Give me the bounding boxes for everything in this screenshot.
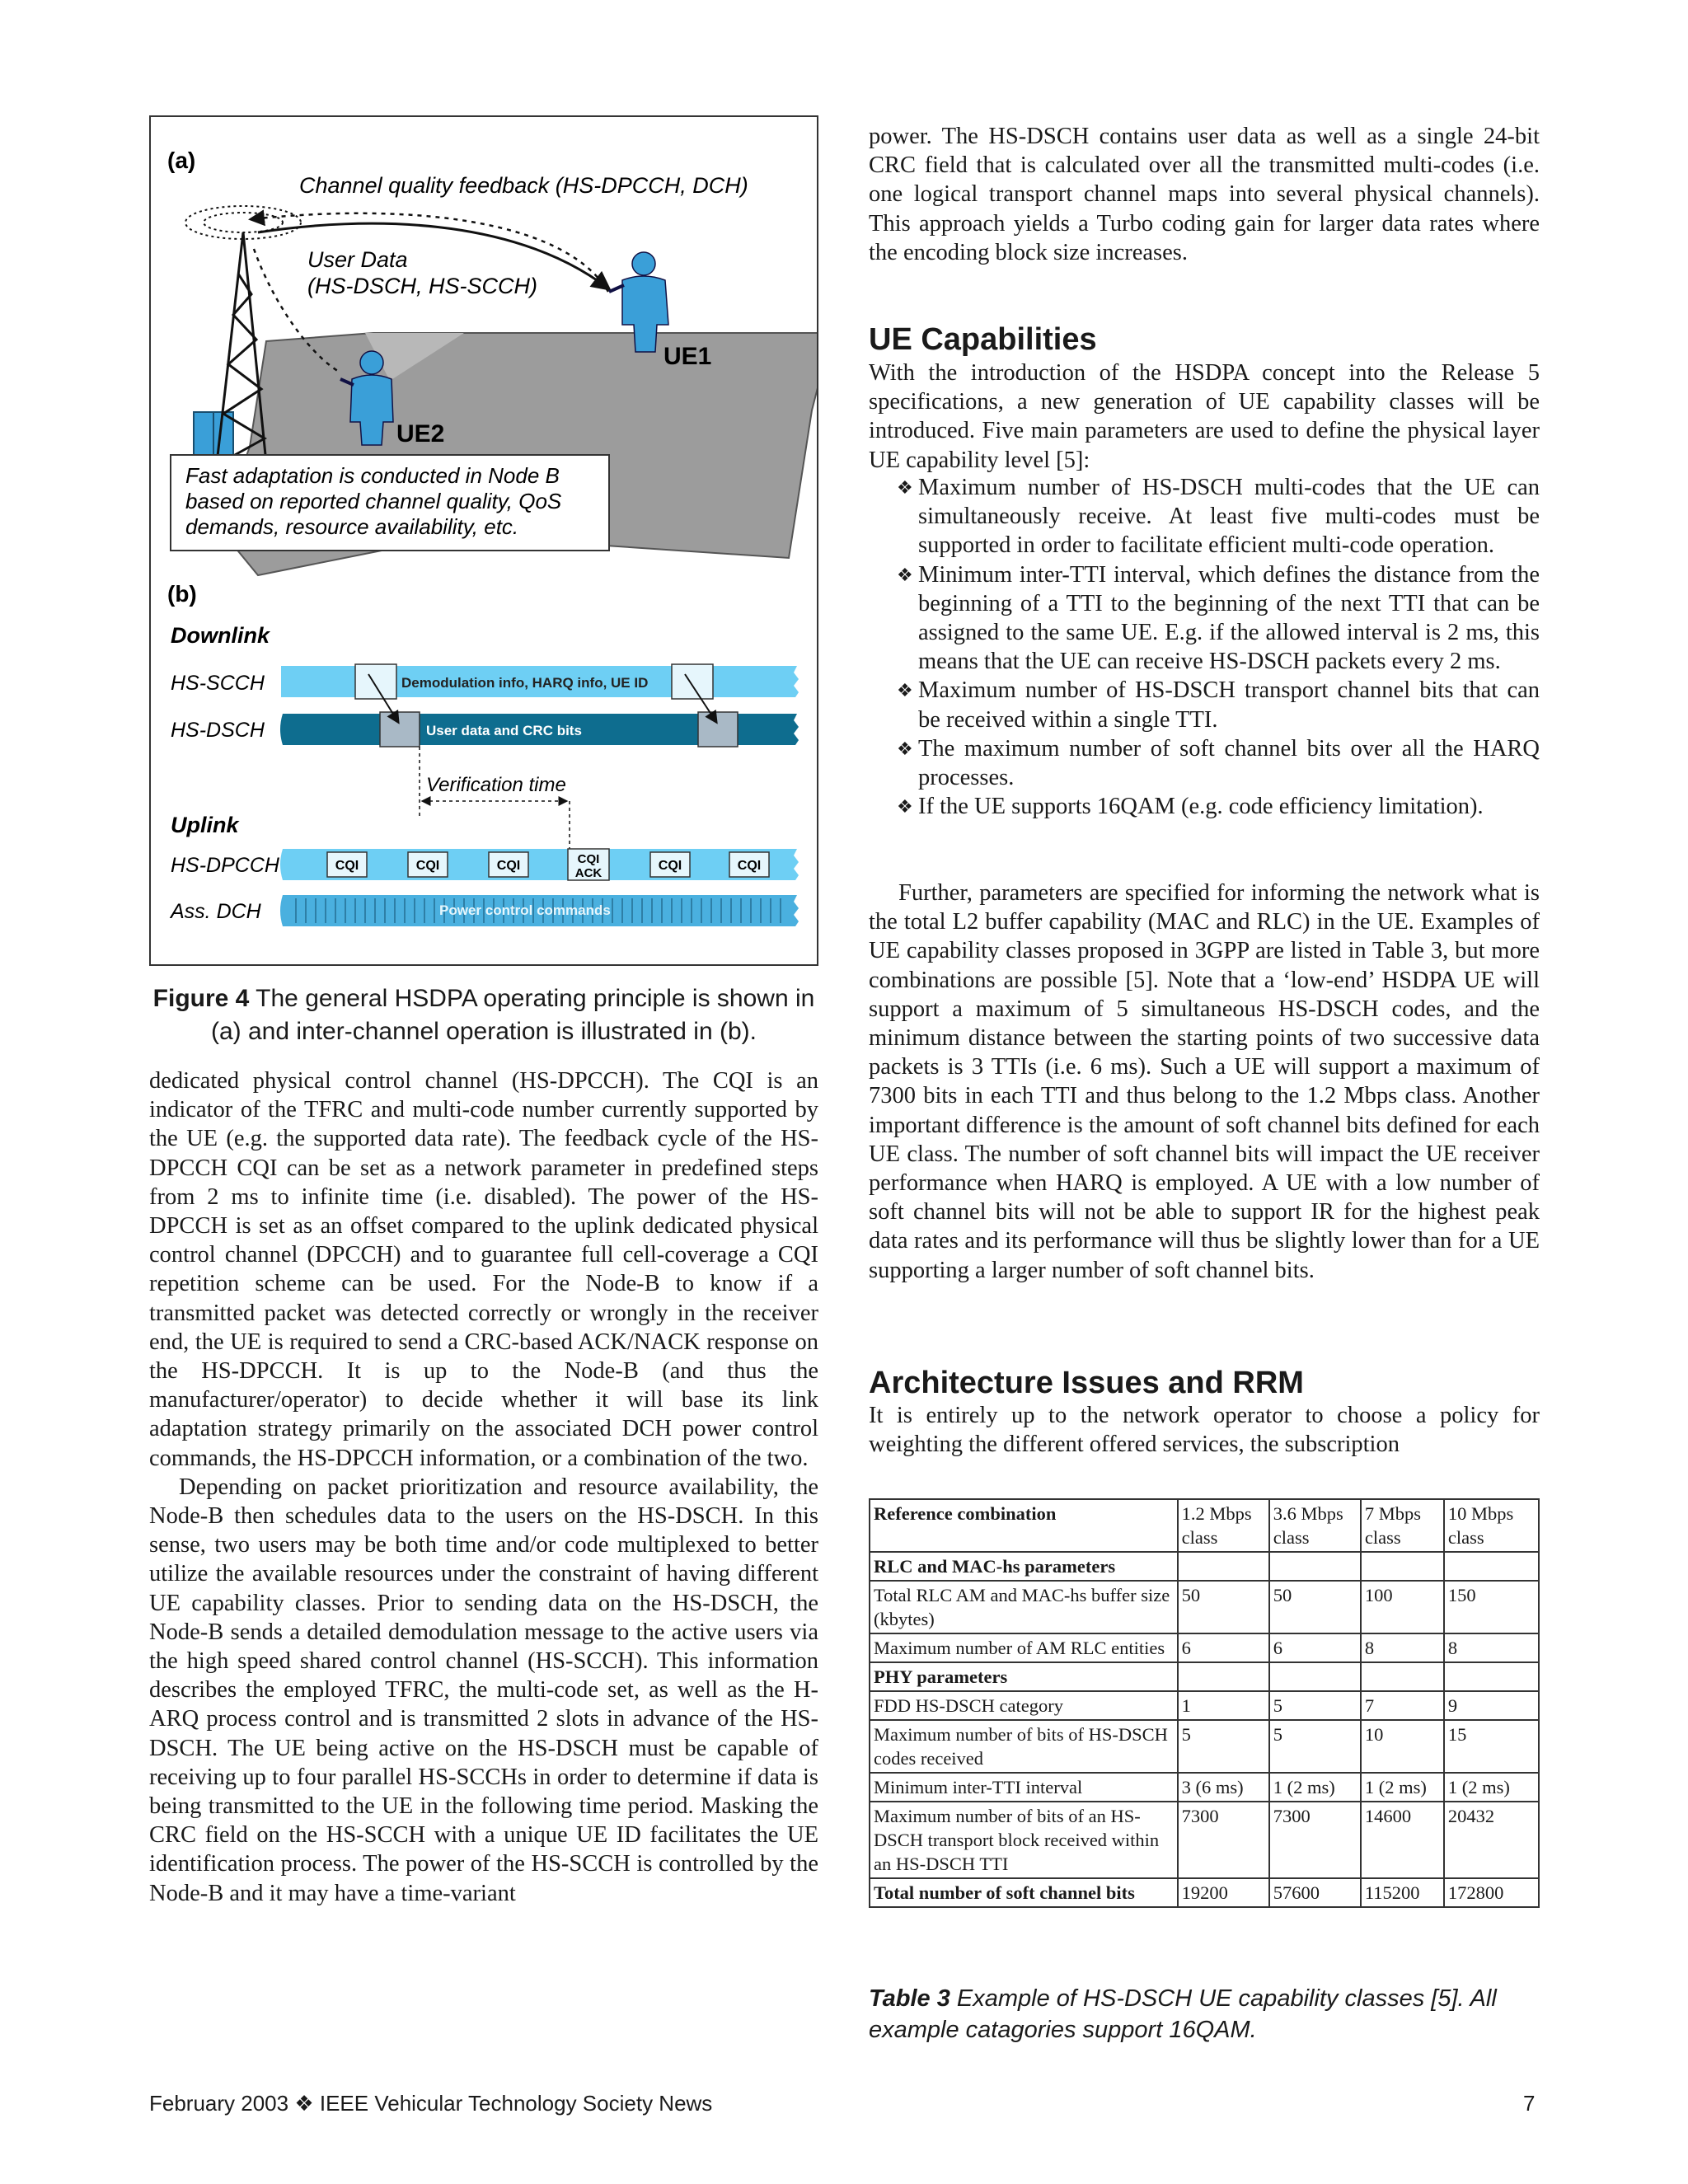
table-cell: 7300 [1269,1802,1361,1878]
table-cell [1269,1662,1361,1691]
table-row [870,1581,1539,1633]
ass-dch-label: Ass. DCH [171,900,261,923]
hs-scch-slot-2 [672,664,713,699]
callout-line-3: demands, resource availability, etc. [185,514,519,539]
figure-4-diagram [151,117,817,964]
table-cell: 15 [1444,1720,1539,1773]
hs-dsch-slot-1 [380,712,420,747]
figure-caption [149,982,818,1048]
table-cell: 6 [1178,1633,1269,1662]
table-cell [1361,1662,1444,1691]
user-data-channels-label: (HS-DSCH, HS-SCCH) [307,274,537,298]
user-data-label: User Data [307,247,408,272]
callout-line-1: Fast adaptation is conducted in Node B [185,463,560,488]
table-row [870,1773,1539,1802]
table-header-cell: 10 Mbps class [1444,1499,1539,1552]
figure-4 [149,115,818,966]
hs-dsch-label: HS-DSCH [171,719,265,742]
ue2-label: UE2 [396,420,445,448]
cqi-ack-text-1: CQI [577,852,600,866]
list-item [869,473,1540,560]
cqi-text: CQI [737,859,762,873]
ue-capability-list [869,473,1540,821]
table-caption-label: Table 3 [869,1985,950,2012]
table-header-cell: 1.2 Mbps class [1178,1499,1269,1552]
hs-dpcch-label: HS-DPCCH [171,854,279,877]
architecture-heading: Architecture Issues and RRM [869,1366,1304,1400]
table-cell: 14600 [1361,1802,1444,1878]
bullet-icon: ❖ [897,564,913,585]
ue1-label: UE1 [663,343,712,370]
table-cell: 9 [1444,1691,1539,1720]
right-top-paragraph: power. The HS-DSCH contains user data as well as a single 24-bit CRC field that is calculated over all the transmitted multi-codes (i.e. one logical transport channel maps into several physical channels). This approach yields a Turbo coding gain for larger data rates where the encoding block size increases. [869,124,1540,265]
table-cell [1361,1552,1444,1581]
table-cell: Maximum number of bits of HS-DSCH codes received [870,1720,1178,1773]
list-item-text: Minimum inter-TTI interval, which defines the distance from the beginning of a TTI to the beginning of the next TTI that can be assigned to the same UE. E.g. if the allowed interval is 2 ms, this means that the UE can receive HS-DSCH packets every 2 ms. [918,561,1540,675]
table-cell: Minimum inter-TTI interval [870,1773,1178,1802]
downlink-label: Downlink [171,623,270,648]
cqi-text: CQI [335,859,359,873]
cqi-text: CQI [415,859,440,873]
table-cell: Maximum number of AM RLC entities [870,1633,1178,1662]
uplink-label: Uplink [171,813,239,837]
table-cell: 7300 [1178,1802,1269,1878]
table-header-cell: 7 Mbps class [1361,1499,1444,1552]
bullet-icon: ❖ [897,680,913,701]
table-cell: 20432 [1444,1802,1539,1878]
table-cell: 1 (2 ms) [1444,1773,1539,1802]
left-paragraph-1: dedicated physical control channel (HS-DPCCH). The CQI is an indicator of the TFRC and multi-code number currently supported by the UE (e.g. the supported data rate). The feedback cycle of the HS-DPCCH CQI can be set as a network parameter in predefined steps from 2 ms to infinite time (i.e. disabled). The power of the HS-DPCCH is set as an offset compared to the uplink dedicated physical control channel (DPCCH) and to guarantee full cell-coverage a CQI repetition scheme can be used. For the Node-B to know if a transmitted packet was detected correctly or wrongly in the receiver end, the UE is required to send a CRC-based ACK/NACK response on the HS-DPCCH. It is up to the Node-B (and thus the manufacturer/operator) to decide whether it will base its link adaptation strategy primarily on the associated DCH power control commands, the HS-DPCCH information, or a combination of the two. [149,1068,818,1471]
table-cell: 1 (2 ms) [1361,1773,1444,1802]
table-section-row [870,1662,1539,1691]
bullet-icon: ❖ [897,477,913,498]
table-cell [1444,1662,1539,1691]
table-section-row [870,1552,1539,1581]
list-item [869,792,1540,821]
table-section-cell: RLC and MAC-hs parameters [870,1552,1178,1581]
table-caption-text: Example of HS-DSCH UE capability classes [5]. All example catagories support 16QAM. [869,1985,1497,2043]
table-cell: 50 [1269,1581,1361,1633]
table-header-cell: Reference combination [870,1499,1178,1552]
table-cell: 1 [1178,1691,1269,1720]
table-cell: 8 [1444,1633,1539,1662]
list-item-text: If the UE supports 16QAM (e.g. code efficiency limitation). [918,794,1484,820]
ue-intro-paragraph [869,359,1540,475]
table-cell: 150 [1444,1581,1539,1633]
table-caption [869,1983,1540,2046]
table-cell: Total RLC AM and MAC-hs buffer size (kbytes) [870,1581,1178,1633]
table-cell: 10 [1361,1720,1444,1773]
table-cell: Maximum number of bits of an HS-DSCH transport block received within an HS-DSCH TTI [870,1802,1178,1878]
bullet-icon: ❖ [897,738,913,759]
table-cell [1269,1552,1361,1581]
cqi-ack-text-2: ACK [574,866,603,880]
table-header-row [870,1499,1539,1552]
ue-further-text: Further, parameters are specified for informing the network what is the total L2 buffer capability (MAC and RLC) in the UE. Examples of UE capability classes proposed in 3GPP are listed in Table 3, but more combinations are possible [5]. Note that a ‘low-end’ HSDPA UE will support a maximum of 5 simultaneous HS-DSCH codes, and the minimum distance between the starting points of two successive data packets is 3 TTIs (i.e. 6 ms). Such a UE will support a maximum of 7300 bits in each TTI and thus belong to the 1.2 Mbps class. Another important difference is the amount of soft channel bits defined for each UE class. The number of soft channel bits will impact the UE receiver performance when HARQ is employed. A UE with a low number of soft channel bits will not be able to support IR for the highest peak data rates and its performance will thus be slightly lower than for a UE supporting a larger number of soft channel bits. [869,880,1540,1283]
hs-dsch-bar-text: User data and CRC bits [426,723,582,738]
table-row [870,1802,1539,1878]
architecture-text: It is entirely up to the network operator to choose a policy for weighting the different offered services, the subscription [869,1403,1540,1458]
ue-capability-table [869,1498,1540,1908]
bullet-icon: ❖ [897,796,913,818]
list-item-text: The maximum number of soft channel bits over all the HARQ processes. [918,735,1540,791]
table-cell: 115200 [1361,1878,1444,1907]
left-column [149,1066,818,1908]
architecture-paragraph [869,1401,1540,1459]
table-row [870,1720,1539,1773]
cqi-text: CQI [658,859,682,873]
table-cell: Total number of soft channel bits [870,1878,1178,1907]
ue-further-paragraph [869,879,1540,1285]
page-number: 7 [1523,2091,1536,2116]
figure-caption-text: The general HSDPA operating principle is shown in (a) and inter-channel operation is illustrated in (b). [210,985,815,1045]
table-cell: 100 [1361,1581,1444,1633]
hs-scch-bar-text: Demodulation info, HARQ info, UE ID [401,675,649,691]
table-cell: FDD HS-DSCH category [870,1691,1178,1720]
right-column-top [869,122,1540,267]
list-item-text: Maximum number of HS-DSCH multi-codes that the UE can simultaneously receive. At least five multi-codes must be supported in order to facilitate efficient multi-code operation. [918,475,1540,559]
list-item [869,676,1540,733]
table-cell [1178,1662,1269,1691]
table-row [870,1691,1539,1720]
ue-intro-text: With the introduction of the HSDPA concept into the Release 5 specifications, a new generation of UE capability classes will be introduced. Five main parameters are used to define the physical layer UE capability level [5]: [869,360,1540,473]
ue-capabilities-heading: UE Capabilities [869,322,1097,357]
hs-scch-label: HS-SCCH [171,672,265,695]
hs-scch-slot-1 [355,664,396,699]
table-cell: 6 [1269,1633,1361,1662]
table-cell: 5 [1269,1691,1361,1720]
figure-caption-label: Figure 4 [152,985,250,1012]
table-cell: 19200 [1178,1878,1269,1907]
page-footer: February 2003 ❖ IEEE Vehicular Technology Society News [149,2091,713,2116]
table-cell: 172800 [1444,1878,1539,1907]
table-cell: 5 [1269,1720,1361,1773]
hs-dsch-slot-2 [698,712,738,747]
table-cell [1444,1552,1539,1581]
list-item-text: Maximum number of HS-DSCH transport channel bits that can be received within a single TTI. [918,677,1540,733]
table-cell: 7 [1361,1691,1444,1720]
left-paragraph-2: Depending on packet prioritization and resource availability, the Node-B then schedules data to the users on the HS-DSCH. In this sense, two users may be both time and/or code multiplexed to better utilize the available resources under the constraint of having different UE capability classes. Prior to sending data on the HS-DSCH, the Node-B sends a detailed demodulation message to the active users via the high speed shared control channel (HS-SCCH). This information describes the employed TFRC, the multi-code set, as well as the H-ARQ process control and is transmitted 2 slots in advance of the HS-DSCH. The UE being active on the HS-DSCH must be capable of receiving up to four parallel HS-SCCHs in order to determine if data is being transmitted to the UE in the following time period. Masking the CRC field on the HS-SCCH with a unique UE ID facilitates the UE identification process. The power of the HS-SCCH is controlled by the Node-B and it may have a time-variant [149,1474,818,1906]
callout-line-2: based on reported channel quality, QoS [185,489,562,513]
table-header-cell: 3.6 Mbps class [1269,1499,1361,1552]
table-cell: 5 [1178,1720,1269,1773]
power-control-text: Power control commands [439,902,611,918]
table-cell: 50 [1178,1581,1269,1633]
cqi-text: CQI [496,859,521,873]
list-item [869,560,1540,677]
table-cell: 8 [1361,1633,1444,1662]
part-b-label: (b) [167,581,197,607]
table-row [870,1633,1539,1662]
table-section-cell: PHY parameters [870,1662,1178,1691]
table-cell: 1 (2 ms) [1269,1773,1361,1802]
channel-quality-feedback-label: Channel quality feedback (HS-DPCCH, DCH) [299,173,748,198]
table-row [870,1878,1539,1907]
table-cell [1178,1552,1269,1581]
table-cell: 57600 [1269,1878,1361,1907]
table-cell: 3 (6 ms) [1178,1773,1269,1802]
part-a-label: (a) [167,148,196,173]
list-item [869,734,1540,792]
verification-time-label: Verification time [426,774,566,796]
